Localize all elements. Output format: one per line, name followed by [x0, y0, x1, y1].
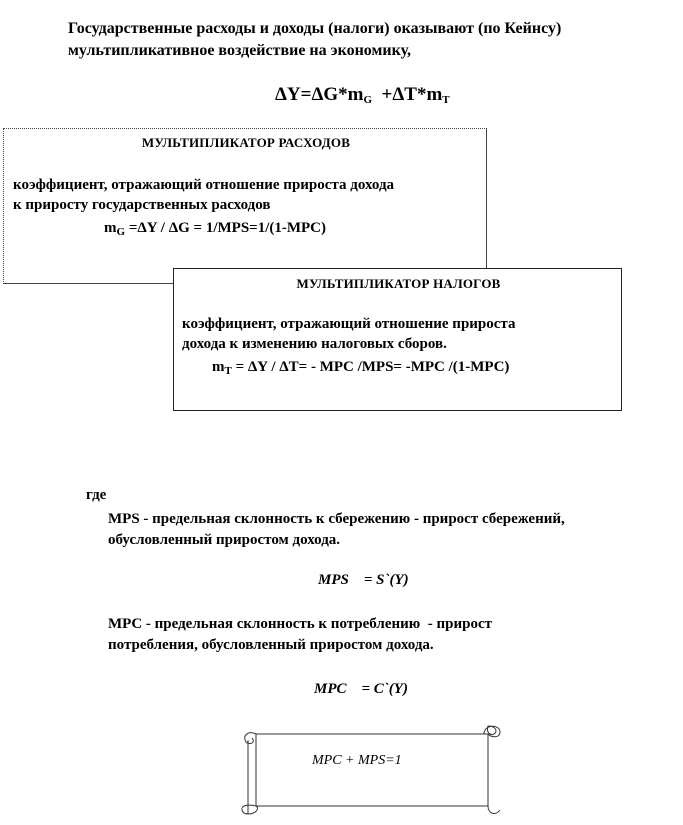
intro-line-2: мультипликативное воздействие на экономику, [68, 42, 411, 59]
taxes-multiplier-title: МУЛЬТИПЛИКАТОР НАЛОГОВ [296, 276, 501, 291]
main-formula-part-1: ΔY=ΔG*m [275, 84, 364, 105]
mps-definition [108, 509, 668, 551]
main-formula-sub-1: G [363, 94, 373, 106]
taxes-definition-line-2: дохода к изменению налоговых сборов. [182, 336, 447, 352]
expenses-multiplier-title: МУЛЬТИПЛИКАТОР РАСХОДОВ [141, 135, 351, 150]
mpc-term: MPC [108, 616, 143, 632]
mpc-definition [108, 614, 668, 656]
mpc-line-2: потребления, обусловленный приростом дохода. [108, 637, 434, 653]
scroll-shape [238, 720, 502, 820]
taxes-multiplier-formula [212, 359, 509, 377]
mpc-equation: MPC = C`(Y) [314, 681, 408, 697]
expenses-multiplier-formula [104, 220, 326, 238]
mpc-line-1: - предельная склонность к потреблению - прирост [142, 616, 492, 632]
taxes-multiplier-box [173, 268, 622, 411]
expenses-formula-sub: G [116, 226, 126, 238]
intro-paragraph [68, 18, 668, 62]
expenses-multiplier-box [3, 128, 487, 284]
taxes-formula-m: m [212, 359, 225, 375]
mps-equation: MPS = S`(Y) [318, 572, 409, 588]
mps-line-2: обусловленный приростом дохода. [108, 532, 341, 548]
expenses-definition-line-2: к приросту государственных расходов [13, 197, 271, 213]
expenses-definition-line-1: коэффициент, отражающий отношение прироста дохода [13, 177, 395, 193]
expenses-formula-rest: =ΔY / ΔG = 1/MPS=1/(1-MPC) [125, 220, 327, 236]
main-formula [275, 84, 450, 106]
main-formula-part-2: +ΔT*m [372, 84, 443, 105]
taxes-formula-sub: T [224, 365, 232, 377]
taxes-multiplier-definition [182, 314, 617, 354]
intro-line-1: Государственные расходы и доходы (налоги) оказывают (по Кейнсу) [68, 20, 562, 37]
main-formula-sub-2: T [442, 94, 450, 106]
expenses-formula-m: m [104, 220, 117, 236]
where-label: где [86, 487, 107, 503]
taxes-formula-rest: = ΔY / ΔT= - MPC /MPS= -MPC /(1-MPC) [231, 359, 510, 375]
mps-line-1: - предельная склонность к сбережению - прирост сбережений, [139, 511, 565, 527]
taxes-definition-line-1: коэффициент, отражающий отношение прироста [182, 316, 516, 332]
scroll-equation: MPC + MPS=1 [312, 753, 402, 768]
mps-term: MPS [108, 511, 140, 527]
expenses-multiplier-definition [13, 175, 483, 215]
